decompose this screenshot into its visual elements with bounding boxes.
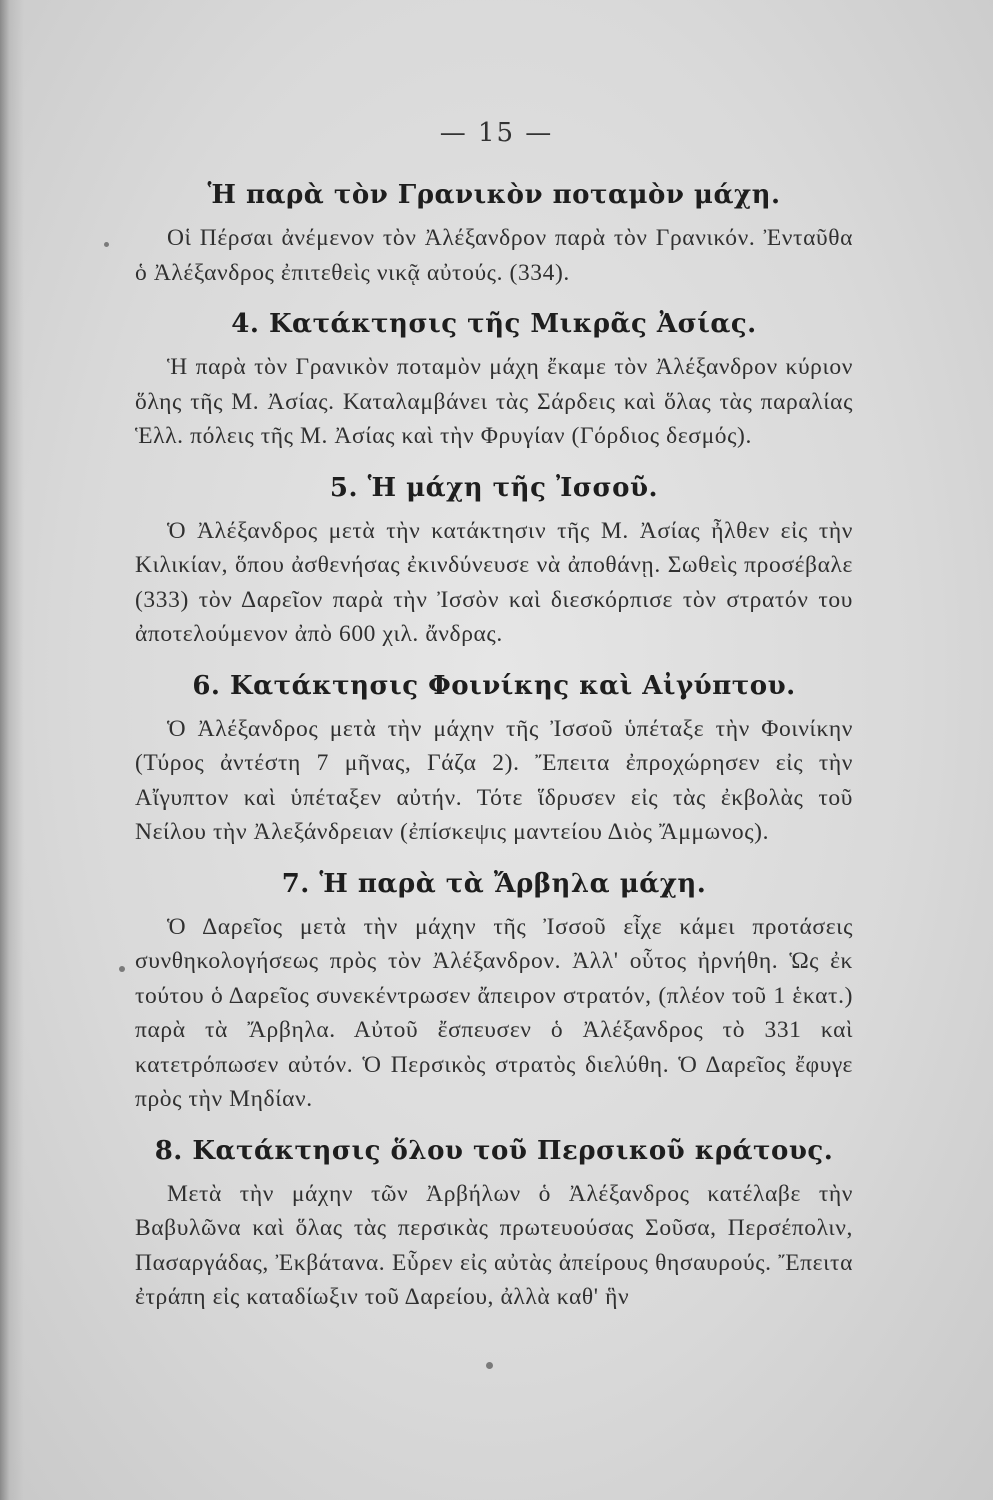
section-paragraph: Ὁ Ἀλέξανδρος μετὰ τὴν μάχην τῆς Ἰσσοῦ ὑπέταξε τὴν Φοινίκην (Τύρος ἀντέστη 7 μῆνας, Γάζα 2). Ἔπειτα ἐπροχώρησεν εἰς τὴν Αἴγυπτον καὶ ὑπέταξεν αὐτήν. Τότε ἵδρυσεν εἰς τὰς ἐκβολὰς τοῦ Νείλου τὴν Ἀλεξάνδρειαν (ἐπίσκεψις μαντείου Διὸς Ἄμμωνος). [135, 715, 853, 845]
ink-spot [104, 242, 109, 247]
section-heading: 7. Ἡ παρὰ τὰ Ἄρβηλα μάχη. [281, 868, 707, 899]
section-paragraph: Ἡ παρὰ τὸν Γρανικὸν ποταμὸν μάχη ἔκαμε τὸν Ἀλέξανδρον κύριον ὅλης τῆς Μ. Ἀσίας. Καταλαμβάνει τὰς Σάρδεις καὶ ὅλας τὰς παραλίας Ἑλλ. πόλεις τῆς Μ. Ἀσίας καὶ τὴν Φρυγίαν (Γόρδιος δεσμός). [135, 354, 853, 449]
section-paragraph: Ὁ Δαρεῖος μετὰ τὴν μάχην τῆς Ἰσσοῦ εἶχε κάμει προτάσεις συνθηκολογήσεως πρὸς τὸν Ἀλέξανδρον. Ἀλλ' οὗτος ἠρνήθη. Ὡς ἐκ τούτου ὁ Δαρεῖος συνεκέντρωσεν ἄπειρον στρατόν, (πλέον τοῦ 1 ἑκατ.) παρὰ τὰ Ἄρβηλα. Αὐτοῦ ἔσπευσεν ὁ Ἀλέξανδρος τὸ 331 καὶ κατετρόπωσεν αὐτόν. Ὁ Περσικὸς στρατὸς διελύθη. Ὁ Δαρεῖος ἔφυγε πρὸς τὴν Μηδίαν. [135, 913, 853, 1112]
section-heading: 6. Κατάκτησις Φοινίκης καὶ Αἰγύπτου. [192, 670, 796, 701]
section-paragraph: Οἱ Πέρσαι ἀνέμενον τὸν Ἀλέξανδρον παρὰ τὸν Γρανικόν. Ἐνταῦθα ὁ Ἀλέξανδρος ἐπιτεθεὶς νικᾷ αὐτούς. (334). [135, 225, 853, 286]
section [135, 175, 853, 290]
section [135, 1131, 853, 1315]
section-heading: 8. Κατάκτησις ὅλου τοῦ Περσικοῦ κράτους. [154, 1135, 834, 1166]
section-heading: 4. Κατάκτησις τῆς Μικρᾶς Ἀσίας. [231, 309, 757, 339]
page-binding-shadow [0, 0, 24, 1500]
ink-spot [119, 966, 125, 972]
section-heading: Ἡ παρὰ τὸν Γρανικὸν ποταμὸν μάχη. [207, 180, 781, 210]
ink-spot [486, 1362, 493, 1369]
section [135, 666, 853, 850]
page-number: — 15 — [439, 118, 554, 148]
page-content [135, 175, 853, 1329]
section [135, 864, 853, 1117]
section-heading: 5. Ἡ μάχη τῆς Ἰσσοῦ. [329, 472, 659, 503]
section-paragraph: Ὁ Ἀλέξανδρος μετὰ τὴν κατάκτησιν τῆς Μ. Ἀσίας ἦλθεν εἰς τὴν Κιλικίαν, ὅπου ἀσθενήσας ἐκινδύνευσε νὰ ἀποθάνῃ. Σωθεὶς προσέβαλε (333) τὸν Δαρεῖον παρὰ τὴν Ἰσσὸν καὶ διεσκόρπισε τὸν στρατόν του ἀποτελούμενον ἀπὸ 600 χιλ. ἄνδρας. [135, 517, 853, 647]
section [135, 304, 853, 454]
section [135, 468, 853, 652]
section-paragraph: Μετὰ τὴν μάχην τῶν Ἀρβήλων ὁ Ἀλέξανδρος κατέλαβε τὴν Βαβυλῶνα καὶ ὅλας τὰς περσικὰς πρωτευούσας Σοῦσα, Περσέπολιν, Πασαργάδας, Ἐκβάτανα. Εὗρεν εἰς αὐτὰς ἀπείρους θησαυρούς. Ἔπειτα ἐτράπη εἰς καταδίωξιν τοῦ Δαρείου, ἀλλὰ καθ' ἣν [135, 1180, 853, 1310]
